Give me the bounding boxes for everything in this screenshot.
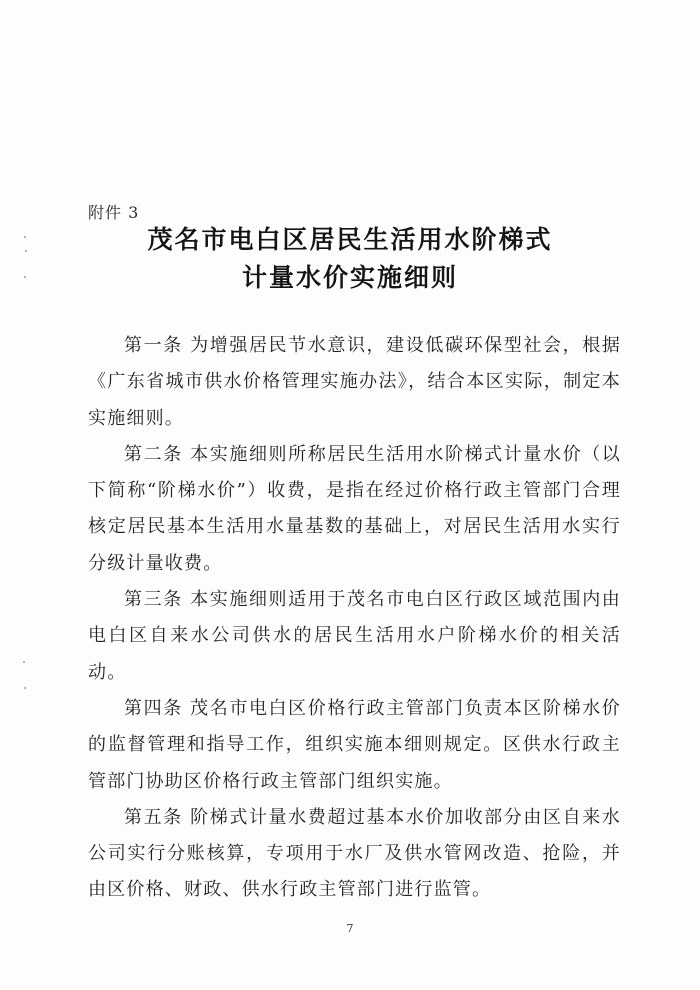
scan-speck (24, 687, 26, 689)
article-5: 第五条 阶梯式计量水费超过基本水价加收部分由区自来水公司实行分账核算，专项用于水厂及供水管网改造、抢险，并由区价格、财政、供水行政主管部门进行监管。 (88, 806, 621, 901)
attachment-label: 附件 3 (88, 203, 140, 222)
article-4: 第四条 茂名市电白区价格行政主管部门负责本区阶梯水价的监督管理和指导工作，组织实施本细则规定。区供水行政主管部门协助区价格行政主管部门组织实施。 (88, 697, 621, 792)
document-title-line-2: 计量水价实施细则 (241, 263, 458, 292)
article-1: 第一条 为增强居民节水意识，建设低碳环保型社会，根据《广东省城市供水价格管理实施办法》，结合本区实际，制定本实施细则。 (88, 335, 621, 429)
document-title-line-1: 茂名市电白区居民生活用水阶梯式 (147, 225, 553, 254)
document-body (88, 328, 621, 909)
article-2: 第二条 本实施细则所称居民生活用水阶梯式计量水价（以下简称“阶梯水价”）收费，是指在经过价格行政主管部门合理核定居民基本生活用水量基数的基础上，对居民生活用水实行分级计量收费。 (88, 443, 621, 574)
scan-speck (23, 661, 25, 663)
page-number: 7 (346, 922, 354, 935)
article-3: 第三条 本实施细则适用于茂名市电白区行政区域范围内由电白区自来水公司供水的居民生活用水户阶梯水价的相关活动。 (88, 589, 621, 683)
